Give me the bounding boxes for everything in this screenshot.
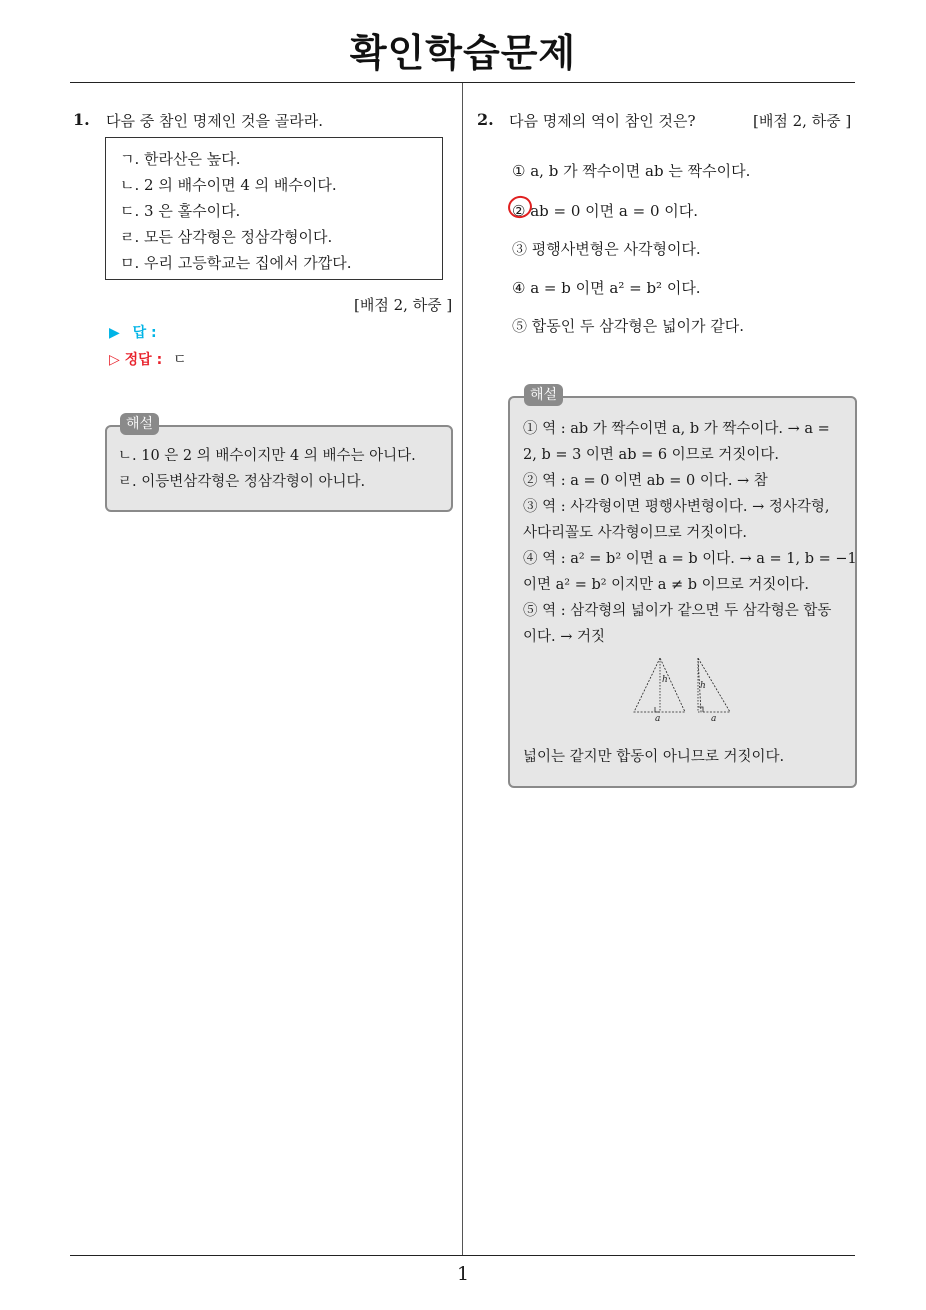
- explanation-tag-2: 해설: [524, 384, 563, 406]
- correct-answer-row: [109, 349, 187, 369]
- height-label-2: h: [700, 681, 706, 691]
- choice-4[interactable]: ④ a = b 이면 a² = b² 이다.: [512, 279, 701, 297]
- choice-5[interactable]: ⑤ 합동인 두 삼각형은 넓이가 같다.: [512, 317, 744, 335]
- page-number: 1: [456, 1263, 470, 1285]
- correct-marker-icon: ▷: [109, 352, 120, 368]
- statement-item: ㅁ. 우리 고등학교는 집에서 가깝다.: [120, 254, 352, 272]
- question-1-text: 다음 중 참인 명제인 것을 골라라.: [106, 112, 323, 130]
- two-triangles-figure: [630, 654, 740, 724]
- question-2-number: 2.: [477, 110, 494, 129]
- footer-rule: [70, 1255, 855, 1256]
- base-label: a: [655, 714, 661, 724]
- correct-answer-label: 정답 :: [124, 352, 163, 368]
- explanation-line: ② 역 : a = 0 이면 ab = 0 이다. → 참: [523, 473, 768, 489]
- explanation-line: ① 역 : ab 가 짝수이면 a, b 가 짝수이다. → a =: [523, 421, 830, 437]
- explanation-line: ㄴ. 10 은 2 의 배수이지만 4 의 배수는 아니다.: [118, 448, 416, 464]
- explanation-box-1: [105, 425, 453, 512]
- choice-2[interactable]: ② ab = 0 이면 a = 0 이다.: [512, 202, 699, 220]
- answer-label: 답 :: [132, 325, 157, 341]
- answer-marker-icon: ▶: [109, 325, 120, 341]
- statement-item: ㄷ. 3 은 홀수이다.: [120, 202, 241, 220]
- explanation-box-2: [508, 396, 857, 788]
- explanation-line: ㄹ. 이등변삼각형은 정삼각형이 아니다.: [118, 474, 366, 490]
- height-label: h: [662, 675, 668, 685]
- choice-1[interactable]: ① a, b 가 짝수이면 ab 는 짝수이다.: [512, 162, 751, 180]
- choice-3[interactable]: ③ 평행사변형은 사각형이다.: [512, 240, 701, 258]
- answer-row: [109, 322, 157, 342]
- explanation-line: 이면 a² = b² 이지만 a ≠ b 이므로 거짓이다.: [523, 577, 809, 593]
- explanation-line: ④ 역 : a² = b² 이면 a = b 이다. → a = 1, b = −1: [523, 551, 857, 567]
- explanation-line: ⑤ 역 : 삼각형의 넓이가 같으면 두 삼각형은 합동: [523, 603, 832, 619]
- column-divider: [462, 83, 463, 1255]
- question-1-number: 1.: [73, 110, 90, 129]
- page-title: 확인학습문제: [349, 31, 577, 75]
- explanation-line: 이다. → 거짓: [523, 629, 606, 645]
- question-2-score: [배점 2, 하중 ]: [753, 112, 852, 130]
- statement-item: ㄹ. 모든 삼각형은 정삼각형이다.: [120, 228, 333, 246]
- statement-item: ㄱ. 한라산은 높다.: [120, 150, 241, 168]
- correct-answer-value: ㄷ: [173, 352, 187, 368]
- explanation-conclusion: 넓이는 같지만 합동이 아니므로 거짓이다.: [523, 749, 785, 765]
- explanation-tag-1: 해설: [120, 413, 159, 435]
- explanation-line: 사다리꼴도 사각형이므로 거짓이다.: [523, 525, 747, 541]
- statement-item: ㄴ. 2 의 배수이면 4 의 배수이다.: [120, 176, 337, 194]
- triangle-1: [634, 658, 685, 712]
- question-1-score: [배점 2, 하중 ]: [354, 296, 453, 314]
- explanation-line: ③ 역 : 사각형이면 평행사변형이다. → 정사각형,: [523, 499, 830, 515]
- statement-box: [105, 137, 443, 280]
- question-2-text: 다음 명제의 역이 참인 것은?: [509, 112, 696, 130]
- explanation-line: 2, b = 3 이면 ab = 6 이므로 거짓이다.: [523, 447, 779, 463]
- base-label-2: a: [711, 714, 717, 724]
